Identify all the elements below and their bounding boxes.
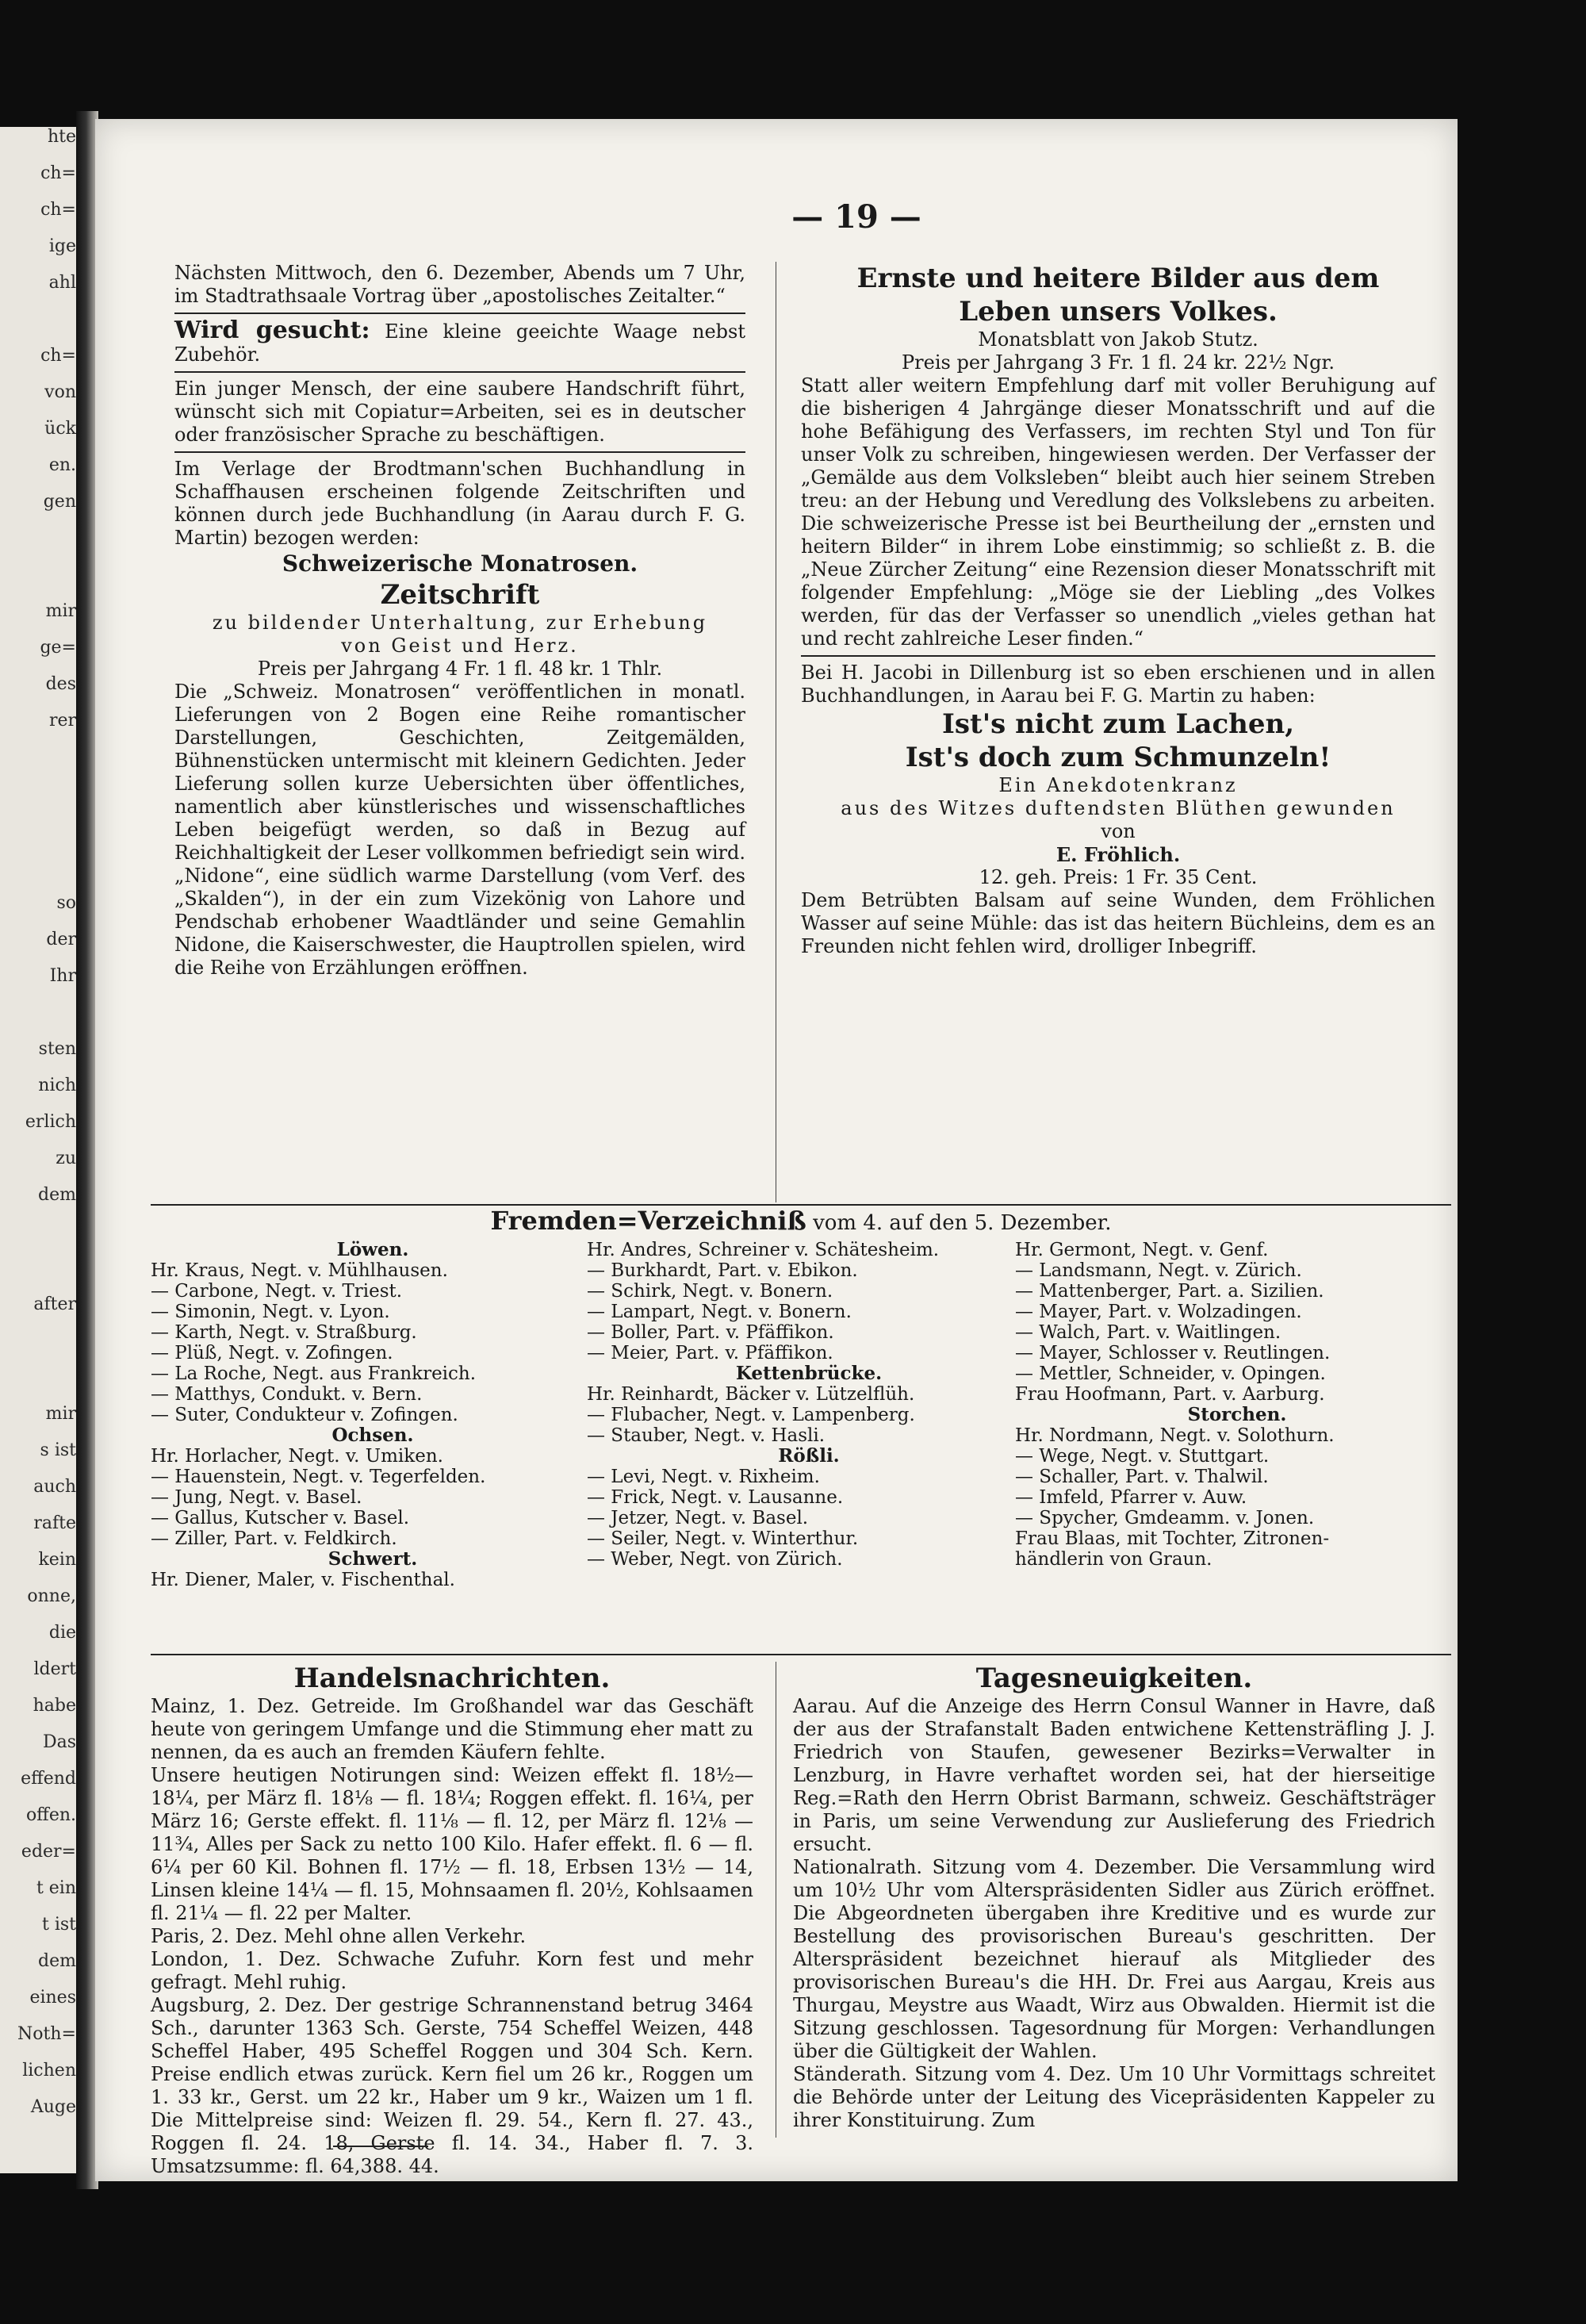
book-title-1: Ist's nicht zum Lachen, bbox=[941, 708, 1295, 740]
daily-news-staenderat: Ständerath. Sitzung vom 4. Dez. Um 10 Uhr Vormittags schreitet die Behörde unter der Leitung des Vicepräsidenten Kappeler zu ihrer Konstituirung. Zum bbox=[793, 2063, 1435, 2131]
trade-news-prices: Unsere heutigen Notirungen sind: Weizen effekt fl. 18½—18¼, per März fl. 18⅛ — fl. 18¼; Roggen effekt. fl. 16¼, per März 16; Gerste effekt. fl. 11⅛ — fl. 12, per März fl. 12⅛ — 11¾, Alles per Sack zu netto 100 Kilo. Hafer effekt. fl. 6 — fl. 6¼ per 60 Kil. Bohnen fl. 17½ — fl. 18, Erbsen 13½ — 14, Linsen kleine 14¼ — fl. 15, Mohnsaamen fl. 20½, Kohlsaamen fl. 21¼ — fl. 22 per Malter. bbox=[151, 1764, 753, 1924]
bilder-title-1: Ernste und heitere Bilder aus dem bbox=[856, 263, 1380, 294]
wanted-title: Wird gesucht: bbox=[174, 316, 370, 344]
trade-news-london: London, 1. Dez. Schwache Zufuhr. Korn fest und mehr gefragt. Mehl ruhig. bbox=[151, 1948, 753, 1993]
book-author: E. Fröhlich. bbox=[1055, 843, 1181, 866]
guest-entry: — Mattenberger, Part. a. Sizilien. bbox=[1015, 1281, 1324, 1302]
margin-fragment: ahl bbox=[48, 273, 76, 293]
section-rule bbox=[151, 1654, 1451, 1655]
margin-fragment: erlich bbox=[25, 1112, 76, 1132]
guest-entry: — Mayer, Schlosser v. Reutlingen. bbox=[1015, 1343, 1331, 1363]
daily-news-aarau: Aarau. Auf die Anzeige des Herrn Consul Wanner in Havre, daß der aus der Strafanstalt Baden entwichene Kettensträfling J. J. Friedrich von Staufen, gewesener Bezirks=Verwalter in Lenzburg, in Havre verhaftet worden sei, hat der hierseitige Reg.=Rath den Herrn Obrist Barmann, schweiz. Geschäftsträger in Paris, um seine Verwendung zur Auslieferung des Friedrich ersucht. bbox=[793, 1695, 1435, 1855]
margin-fragment: ch= bbox=[40, 163, 76, 183]
divider bbox=[174, 313, 745, 314]
bilder-monthly: Monatsblatt von Jakob Stutz. bbox=[978, 328, 1258, 351]
margin-fragment: so bbox=[56, 893, 76, 913]
book-description: Dem Betrübten Balsam auf seine Wunden, dem Fröhlichen Wasser auf seine Mühle: das ist das heitern Büchleins, dem es an Freunden nicht fehlen wird, drolliger Inbegriff. bbox=[801, 889, 1435, 957]
margin-fragment: offen. bbox=[25, 1805, 76, 1825]
margin-fragment: t ein bbox=[36, 1878, 76, 1898]
book-by: von bbox=[1101, 820, 1136, 842]
margin-fragment: sten bbox=[38, 1039, 76, 1059]
margin-fragment: dem bbox=[38, 1951, 76, 1971]
hotel-name: Schwert. bbox=[328, 1548, 418, 1570]
guest-entry: — Seiler, Negt. v. Winterthur. bbox=[587, 1528, 859, 1549]
lecture-notice: Nächsten Mittwoch, den 6. Dezember, Abends um 7 Uhr, im Stadtrathsaale Vortrag über „apostolisches Zeitalter.“ bbox=[174, 262, 745, 307]
margin-fragment: s ist bbox=[40, 1440, 76, 1460]
guest-entry: — Flubacher, Negt. v. Lampenberg. bbox=[587, 1405, 915, 1425]
daily-news-nationalrat: Nationalrath. Sitzung vom 4. Dezember. Die Versammlung wird um 10½ Uhr vom Alterspräsidenten Sidler aus Zürich eröffnet. Die Abgeordneten übergaben ihre Kreditive und es wurde zur Bestellung des provisorischen Bureau's geschritten. Der Alterspräsident bezeichnet hierauf als Mitglieder des provisorischen Bureau's die HH. Dr. Frei aus Aargau, Kreis aus Thurgau, Meystre aus Waadt, Wirz aus Obwalden. Hiermit ist die Sitzung geschlossen. Tagesordnung für Morgen: Verhandlungen über die Gültigkeit der Wahlen. bbox=[793, 1856, 1435, 2062]
guest-entry: — Weber, Negt. von Zürich. bbox=[587, 1549, 843, 1570]
guest-entry: — Schaller, Part. v. Thalwil. bbox=[1015, 1467, 1269, 1487]
publisher-notice: Im Verlage der Brodtmann'schen Buchhandlung in Schaffhausen erscheinen folgende Zeitschriften und können durch jede Buchhandlung (in Aarau durch F. G. Martin) bezogen werden: bbox=[174, 458, 745, 549]
margin-fragment: eines bbox=[29, 1988, 76, 2008]
guest-entry: Hr. Andres, Schreiner v. Schätesheim. bbox=[587, 1240, 940, 1260]
magazine-heading: Zeitschrift bbox=[380, 579, 540, 611]
page-number: — 19 — bbox=[791, 198, 921, 236]
guest-entry: Hr. Horlacher, Negt. v. Umiken. bbox=[151, 1446, 443, 1467]
trade-news-title: Handelsnachrichten. bbox=[293, 1662, 611, 1694]
margin-fragment: effend bbox=[21, 1769, 76, 1789]
guest-entry: — Landsmann, Negt. v. Zürich. bbox=[1015, 1260, 1302, 1281]
margin-fragment: ge= bbox=[40, 638, 76, 658]
trade-news bbox=[151, 1662, 753, 2178]
guest-entry: — Lampart, Negt. v. Bonern. bbox=[587, 1302, 852, 1322]
bilder-price: Preis per Jahrgang 3 Fr. 1 fl. 24 kr. 22½ Ngr. bbox=[902, 351, 1335, 374]
margin-fragment: ch= bbox=[40, 200, 76, 220]
guest-entry: Hr. Kraus, Negt. v. Mühlhausen. bbox=[151, 1260, 448, 1281]
trade-news-paris: Paris, 2. Dez. Mehl ohne allen Verkehr. bbox=[151, 1925, 527, 1947]
guest-entry: Hr. Diener, Maler, v. Fischenthal. bbox=[151, 1570, 455, 1590]
book-subtitle-2: aus des Witzes duftendsten Blüthen gewunden bbox=[841, 797, 1396, 819]
daily-news-title: Tagesneuigkeiten. bbox=[975, 1662, 1253, 1694]
guest-entry: händlerin von Graun. bbox=[1015, 1549, 1212, 1570]
margin-fragment: Auge bbox=[30, 2097, 76, 2117]
margin-fragment: en. bbox=[48, 455, 76, 475]
margin-fragment: nich bbox=[38, 1076, 76, 1095]
guest-entry: — Schirk, Negt. v. Bonern. bbox=[587, 1281, 833, 1302]
margin-fragment: gen bbox=[43, 492, 76, 512]
adjacent-page-fragment bbox=[0, 127, 76, 2173]
hotel-name: Kettenbrücke. bbox=[735, 1363, 883, 1384]
book-title-2: Ist's doch zum Schmunzeln! bbox=[905, 742, 1331, 773]
trade-news-mainz: Mainz, 1. Dez. Getreide. Im Großhandel war das Geschäft heute von geringem Umfange und die Stimmung eher matt zu nennen, da es auch an fremden Käufern fehlte. bbox=[151, 1695, 753, 1763]
hotel-name: Rößli. bbox=[778, 1445, 840, 1467]
margin-fragment: mir bbox=[45, 1404, 76, 1424]
margin-fragment: ige bbox=[48, 236, 76, 256]
divider bbox=[174, 371, 745, 373]
guest-entry: — Levi, Negt. v. Rixheim. bbox=[587, 1467, 820, 1487]
magazine-title: Schweizerische Monatrosen. bbox=[282, 550, 638, 577]
guest-register-heading bbox=[151, 1207, 1451, 1237]
guest-register-title: Fremden=Verzeichniß bbox=[490, 1206, 806, 1236]
margin-fragment: von bbox=[44, 382, 76, 402]
guest-entry: — Jetzer, Negt. v. Basel. bbox=[587, 1508, 809, 1528]
divider bbox=[801, 655, 1435, 657]
guest-entry: — Meier, Part. v. Pfäffikon. bbox=[587, 1343, 833, 1363]
guest-entry: — Wege, Negt. v. Stuttgart. bbox=[1015, 1446, 1270, 1467]
hotel-name: Storchen. bbox=[1187, 1404, 1287, 1425]
hotel-name: Löwen. bbox=[336, 1239, 409, 1260]
guest-register-columns bbox=[151, 1240, 1451, 1684]
guest-column-2 bbox=[587, 1240, 1031, 1570]
guest-register-date: vom 4. auf den 5. Dezember. bbox=[813, 1211, 1112, 1235]
margin-fragment: Das bbox=[42, 1732, 76, 1752]
margin-fragment: rafte bbox=[33, 1513, 76, 1533]
wanted-text: Eine kleine geeichte Waage nebst Zubehör. bbox=[174, 320, 745, 366]
guest-column-3 bbox=[1015, 1240, 1458, 1570]
margin-fragment: Ihr bbox=[49, 966, 76, 986]
margin-fragment: t ist bbox=[41, 1915, 76, 1935]
guest-entry: — Stauber, Negt. v. Hasli. bbox=[587, 1425, 826, 1446]
guest-entry: — Boller, Part. v. Pfäffikon. bbox=[587, 1322, 834, 1343]
end-rule bbox=[333, 2146, 428, 2147]
margin-fragment: des bbox=[45, 674, 76, 694]
guest-entry: — Plüß, Negt. v. Zofingen. bbox=[151, 1343, 393, 1363]
guest-entry: — Jung, Negt. v. Basel. bbox=[151, 1487, 362, 1508]
newspaper-page bbox=[95, 119, 1458, 2181]
margin-fragment: kein bbox=[38, 1550, 76, 1570]
guest-entry: — Ziller, Part. v. Feldkirch. bbox=[151, 1528, 397, 1549]
daily-news bbox=[793, 1662, 1435, 2132]
guest-entry: — Matthys, Condukt. v. Bern. bbox=[151, 1384, 423, 1405]
margin-fragment: die bbox=[48, 1623, 76, 1643]
margin-fragment: habe bbox=[33, 1696, 76, 1716]
guest-entry: Hr. Germont, Negt. v. Genf. bbox=[1015, 1240, 1269, 1260]
guest-entry: — Imfeld, Pfarrer v. Auw. bbox=[1015, 1487, 1247, 1508]
guest-entry: — Frick, Negt. v. Lausanne. bbox=[587, 1487, 844, 1508]
wanted-notice bbox=[174, 316, 745, 366]
guest-entry: — Walch, Part. v. Waitlingen. bbox=[1015, 1322, 1281, 1343]
guest-entry: — Carbone, Negt. v. Triest. bbox=[151, 1281, 403, 1302]
margin-fragment: lichen bbox=[22, 2061, 76, 2080]
guest-entry: Frau Blaas, mit Tochter, Zitronen- bbox=[1015, 1528, 1330, 1549]
bilder-description: Statt aller weitern Empfehlung darf mit voller Beruhigung auf die bisherigen 4 Jahrgänge dieser Monatsschrift und auf die hohe Befähigung des Verfassers, im rechten Styl und Ton für unser Volk zu schreiben, hingewiesen werden. Der Verfasser der „Gemälde aus dem Volksleben“ bleibt auch hier seinem Streben treu: an der Hebung und Veredlung des Volkslebens zu arbeiten. Die schweizerische Presse ist bei Beurtheilung der „ernsten und heitern Bilder“ in ihrem Lobe einstimmig; so schließt z. B. die „Neue Zürcher Zeitung“ eine Rezension dieser Monatsschrift mit folgender Empfehlung: „Möge sie der Liebling „des Volkes werden, für das der Verfasser so unendlich „vieles gethan hat und recht zahlreiche Leser finden.“ bbox=[801, 374, 1435, 650]
margin-fragment: auch bbox=[33, 1477, 76, 1497]
bilder-title-2: Leben unsers Volkes. bbox=[959, 296, 1278, 328]
guest-entry: — Spycher, Gmdeamm. v. Jonen. bbox=[1015, 1508, 1315, 1528]
guest-entry: — Gallus, Kutscher v. Basel. bbox=[151, 1508, 410, 1528]
margin-fragment: rer bbox=[48, 711, 76, 731]
right-column bbox=[801, 262, 1435, 958]
guest-entry: Frau Hoofmann, Part. v. Aarburg. bbox=[1015, 1384, 1325, 1405]
margin-fragment: hte bbox=[47, 127, 76, 147]
book-subtitle: Ein Anekdotenkranz bbox=[998, 774, 1238, 796]
margin-fragment: eder= bbox=[21, 1842, 76, 1862]
guest-column-1 bbox=[151, 1240, 595, 1590]
jacobi-notice: Bei H. Jacobi in Dillenburg ist so eben erschienen und in allen Buchhandlungen, in Aarau bei F. G. Martin zu haben: bbox=[801, 662, 1435, 707]
margin-fragment: Noth= bbox=[17, 2024, 76, 2044]
margin-fragment: zu bbox=[56, 1149, 76, 1168]
guest-entry: — Suter, Condukteur v. Zofingen. bbox=[151, 1405, 458, 1425]
guest-entry: — Hauenstein, Negt. v. Tegerfelden. bbox=[151, 1467, 486, 1487]
guest-entry: — Karth, Negt. v. Straßburg. bbox=[151, 1322, 417, 1343]
book-price: 12. geh. Preis: 1 Fr. 35 Cent. bbox=[979, 866, 1258, 888]
margin-fragment: ldert bbox=[33, 1659, 76, 1679]
margin-fragment: onne, bbox=[27, 1586, 76, 1606]
magazine-subtitle-2: von Geist und Herz. bbox=[341, 635, 579, 657]
guest-entry: — Simonin, Negt. v. Lyon. bbox=[151, 1302, 390, 1322]
magazine-description: Die „Schweiz. Monatrosen“ veröffentlichen in monatl. Lieferungen von 2 Bogen eine Reihe romantischer Darstellungen, Geschichten, Zeitgemälden, Bühnenstücken untermischt mit kleinern Gedichten. Jeder Lieferung sollen kurze Uebersichten über öffentliches, namentlich aber künstlerisches und wissenschaftliches Leben beigefügt werden, so daß in Bezug auf Reichhaltigkeit der Leser vollkommen befriedigt sein wird. „Nidone“, eine südlich warme Darstellung (vom Verf. des „Skalden“), in der ein zum Vizekönig von Lahore und Pendschab erhobener Waadtländer und seine Gemahlin Nidone, die Kaiserschwester, die Hauptrollen spielen, wird die Reihe von Erzählungen eröffnen. bbox=[174, 681, 745, 979]
guest-entry: Hr. Reinhardt, Bäcker v. Lützelflüh. bbox=[587, 1384, 915, 1405]
magazine-price: Preis per Jahrgang 4 Fr. 1 fl. 48 kr. 1 Thlr. bbox=[257, 658, 663, 680]
margin-fragment: ch= bbox=[40, 346, 76, 366]
magazine-subtitle-1: zu bildender Unterhaltung, zur Erhebung bbox=[212, 612, 708, 634]
guest-entry: Hr. Nordmann, Negt. v. Solothurn. bbox=[1015, 1425, 1335, 1446]
margin-fragment: mir bbox=[45, 601, 76, 621]
copyist-notice: Ein junger Mensch, der eine saubere Handschrift führt, wünscht sich mit Copiatur=Arbeiten, sei es in deutscher oder französischer Sprache zu beschäftigen. bbox=[174, 378, 745, 446]
guest-entry: — Mettler, Schneider, v. Opingen. bbox=[1015, 1363, 1326, 1384]
guest-entry: — La Roche, Negt. aus Frankreich. bbox=[151, 1363, 477, 1384]
hotel-name: Ochsen. bbox=[331, 1425, 414, 1446]
margin-fragment: ück bbox=[44, 419, 76, 439]
trade-news-augsburg: Augsburg, 2. Dez. Der gestrige Schrannenstand betrug 3464 Sch., darunter 1363 Sch. Gerste, 754 Scheffel Weizen, 448 Scheffel Haber, 495 Scheffel Roggen und 304 Sch. Kern. Preise endlich etwas zurück. Kern fiel um 26 kr., Roggen um 1. 33 kr., Gerst. um 22 kr., Haber um 9 kr., Waizen um 1 fl. Die Mittelpreise sind: Weizen fl. 29. 54., Kern fl. 27. 43., Roggen fl. 24. 18, Gerste fl. 14. 34., Haber fl. 7. 3. Umsatzsumme: fl. 64,388. 44. bbox=[151, 1994, 753, 2177]
margin-fragment: dem bbox=[38, 1185, 76, 1205]
guest-entry: — Burkhardt, Part. v. Ebikon. bbox=[587, 1260, 858, 1281]
guest-entry: — Mayer, Part. v. Wolzadingen. bbox=[1015, 1302, 1302, 1322]
left-column bbox=[174, 262, 745, 980]
divider bbox=[174, 451, 745, 453]
guest-register bbox=[151, 1207, 1451, 1684]
margin-fragment: der bbox=[46, 930, 76, 949]
margin-fragment: after bbox=[33, 1294, 76, 1314]
